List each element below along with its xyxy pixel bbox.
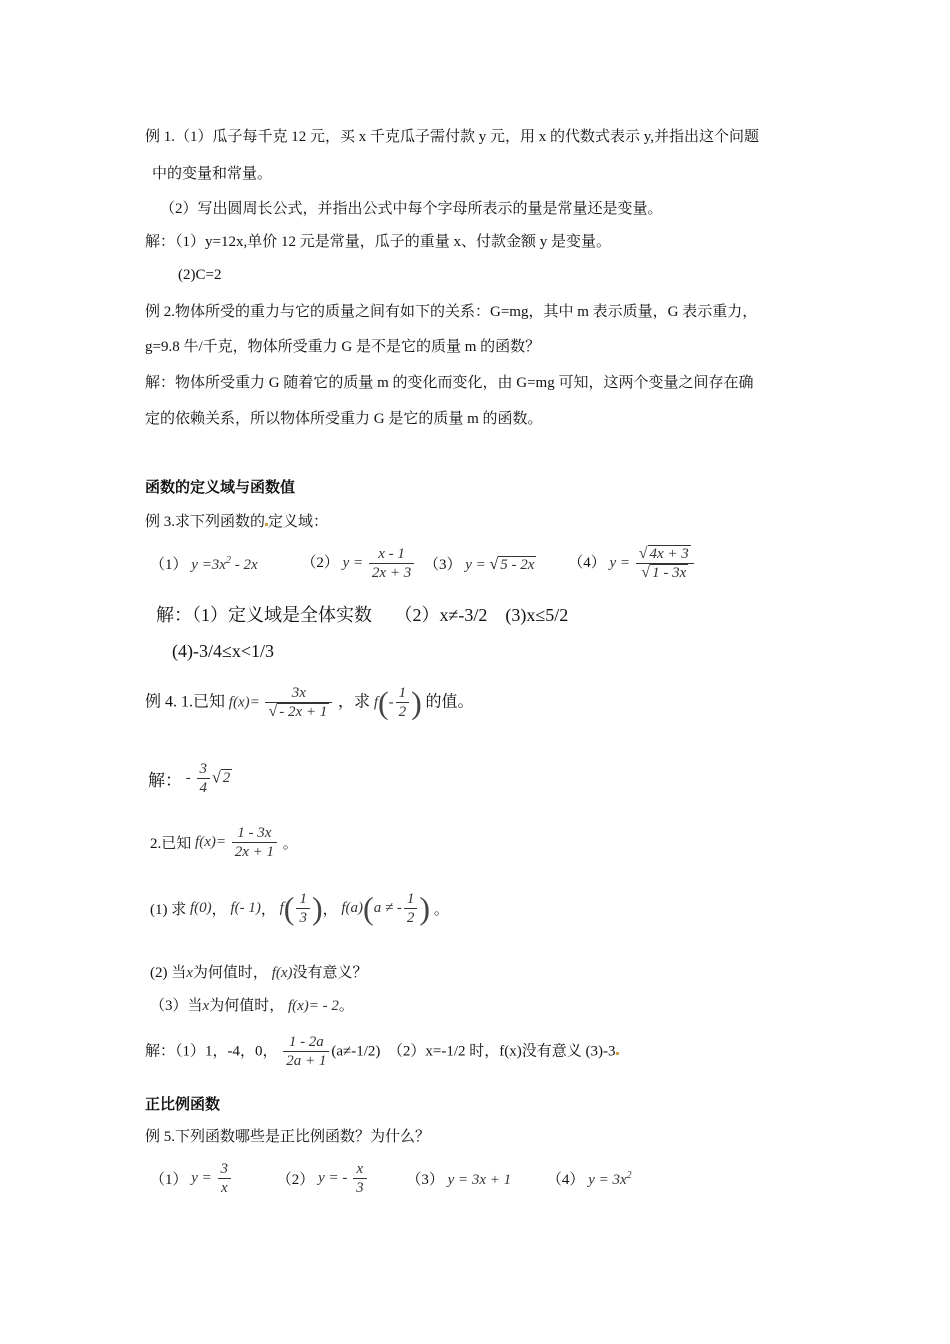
ex4-p1-sep3: ， (322, 902, 338, 918)
ex5-item1-fraction (218, 1160, 232, 1197)
ex4-p3-eq: = - 2 (308, 998, 339, 1014)
ex5-item2-num: x (356, 1161, 364, 1177)
ex4-p1-f0: f(0) (190, 900, 212, 916)
ex4-p2-suffix: 没有意义？ (292, 965, 368, 981)
ex5-item1 (150, 1160, 233, 1197)
ex3-item3-lhs: y = (465, 557, 486, 573)
ex3-item4 (568, 545, 696, 582)
ex4-q2-suffix: 。 (282, 836, 298, 852)
ex4-p1-condition: a ≠ - (373, 900, 402, 916)
ex4-p2-prefix: (2) 当 (150, 965, 187, 981)
ex5-item2-den: 3 (353, 1178, 367, 1197)
ex1-question-part2: （2）写出圆周长公式，并指出公式中每个字母所表示的量是常量还是变量。 (160, 201, 663, 217)
right-paren-icon: ) (419, 890, 431, 926)
ex4-q1-numerator: 3x (291, 685, 306, 701)
left-paren-icon: ( (377, 684, 389, 721)
ex3-item2-fraction (369, 545, 414, 582)
ex1-question-line2: 中的变量和常量。 (152, 166, 273, 182)
section-heading-domain: 函数的定义域与函数值 (145, 479, 296, 496)
ex3-answer-line2: (4)-3/4≤x<1/3 (172, 641, 275, 661)
ex3-item1 (150, 553, 258, 574)
ex4-p1-third (296, 890, 310, 927)
ex3-item3-label: （3） (423, 557, 462, 573)
left-paren-icon: ( (283, 890, 295, 926)
ex4-ans-fraction (283, 1033, 329, 1070)
ex4-p1-cond-num: 1 (406, 891, 415, 907)
ex3-item1-rhs: =3x (201, 557, 226, 573)
ex2-question-line1: 例 2.物体所受的重力与它的质量之间有如下的关系：G=mg，其中 m 表示质量，G 表示重力， (145, 304, 758, 320)
ex4-q1-arg-fraction (396, 684, 410, 721)
sqrt-icon: √ (638, 545, 648, 562)
ex4-p3-x: x (202, 998, 210, 1014)
ex4-a1-radicand: 2 (222, 770, 231, 786)
ex4-p1-prefix: (1) 求 (150, 902, 187, 918)
ex5-item1-lhs: y = (191, 1170, 212, 1186)
ex4-a1-numerator: 3 (199, 761, 207, 777)
ex3-item2-lhs: y = (342, 554, 364, 571)
ex3-item3-radicand: 5 - 2x (500, 557, 535, 573)
ex5-item4-label: （4） (546, 1172, 585, 1188)
ex4-q1-suffix: 的值。 (425, 693, 474, 711)
ex3-item4-num-radicand: 4x + 3 (649, 546, 689, 562)
ex3-item1-lhs: y (191, 557, 198, 573)
ex4-ans-numerator: 1 - 2a (288, 1034, 324, 1050)
ex3-question (145, 512, 328, 532)
sqrt-icon: √ (212, 769, 221, 787)
ex4-q1-f2: f (373, 694, 378, 711)
ex4-q1-arg-sign: - (388, 694, 394, 711)
ex3-item4-numerator (636, 545, 694, 563)
ex1-answer-part2: (2)C=2 (178, 267, 222, 283)
ex4-q1-arg-numerator: 1 (398, 685, 407, 701)
ex3-function-list (150, 545, 696, 582)
ex5-item2-label: （2） (276, 1172, 315, 1188)
ex5-item3 (406, 1168, 511, 1189)
ex4-p2-fx: f(x) (271, 965, 293, 981)
ex4-q1-fraction (265, 684, 332, 721)
ex4-p1-third-den: 3 (296, 908, 310, 927)
ex4-q1-den-radicand: - 2x + 1 (279, 704, 328, 720)
ex4-p2-x: x (186, 965, 193, 981)
ex3-item1-tail: - 2x (230, 557, 258, 573)
ex4-q2-x: x (204, 834, 211, 850)
ex3-item4-fraction (636, 545, 694, 582)
ex4-part2 (150, 963, 368, 983)
ex4-p1-sep1: ， (211, 902, 227, 918)
ex4-q1-f: f (228, 694, 233, 711)
ex4-q2-prefix: 2.已知 (150, 836, 192, 852)
ex3-item2 (301, 545, 416, 582)
ex3-item4-lhs: y = (609, 554, 630, 571)
right-paren-icon: ) (411, 684, 422, 721)
ex5-question: 例 5.下列函数哪些是正比例函数？为什么？ (145, 1129, 431, 1145)
ex4-q1-mid: ，求 (338, 693, 371, 711)
ex2-question-line2: g=9.8 牛/千克，物体所受重力 G 是不是它的质量 m 的函数？ (145, 339, 541, 355)
ex4-q2-numerator: 1 - 3x (237, 825, 272, 841)
ex4-a1-sign: - (185, 770, 191, 786)
ex4-ans-suffix: (a≠-1/2) （2）x=-1/2 时，f(x)没有意义 (3)-3 (331, 1043, 616, 1060)
ex5-item2 (277, 1160, 369, 1197)
ex4-q2-eq: = (215, 834, 226, 850)
ex4-part3 (150, 996, 354, 1016)
ex3-item1-label: （1） (150, 557, 188, 573)
ex5-item1-label: （1） (150, 1172, 188, 1188)
ex4-q1-arg-denominator: 2 (396, 702, 410, 721)
sqrt-icon: √ (268, 703, 278, 720)
ex4-p1-cond-fraction (404, 890, 418, 927)
ex3-item2-label: （2） (301, 554, 339, 571)
ex3-item1-exponent: 2 (225, 555, 231, 566)
ex4-p3-prefix: （3）当 (150, 998, 203, 1014)
ex5-function-list (150, 1160, 632, 1197)
ex4-p1-fm1: f(- 1) (230, 900, 261, 916)
ex5-item2-lhs: y = - (318, 1170, 348, 1186)
right-paren-icon: ) (311, 890, 323, 926)
ex3-item3 (424, 553, 536, 574)
ex4-a1-denominator: 4 (197, 778, 211, 797)
ex3-answer-line1: 解：（1）定义域是全体实数 （2）x≠-3/2 (3)x≤5/2 (156, 605, 569, 625)
ex3-item4-label: （4） (568, 554, 606, 571)
ex5-item3-label: （3） (406, 1172, 444, 1188)
ex4-p1-third-num: 1 (299, 891, 307, 907)
sqrt-icon: √ (489, 556, 499, 573)
section-heading-proportional: 正比例函数 (145, 1096, 221, 1113)
ex5-item3-expr: y = 3x + 1 (447, 1172, 512, 1188)
ex4-part1 (150, 890, 449, 927)
ex4-p1-end: 。 (433, 902, 449, 918)
ex1-answer-part1: 解：（1）y=12x,单价 12 元是常量，瓜子的重量 x、付款金额 y 是变量。 (145, 234, 611, 250)
ex4-answer1 (148, 760, 232, 797)
ex3-question-text: 例 3.求下列函数的 (145, 514, 266, 530)
ex4-a1-prefix: 解： (148, 771, 182, 790)
ex4-a1-fraction (197, 760, 211, 797)
ex4-q1-denominator (265, 702, 332, 721)
ex5-item4-exponent: 2 (626, 1170, 632, 1181)
ex4-p2-mid: 为何值时， (192, 965, 268, 981)
ex5-item1-num: 3 (220, 1161, 229, 1177)
ex2-answer-line1: 解：物体所受重力 G 随着它的质量 m 的变化而变化，由 G=mg 可知，这两个变量之间存在确 (145, 375, 754, 391)
ex5-item4 (547, 1168, 632, 1189)
ex5-item4-expr: y = 3x (588, 1172, 627, 1188)
ex4-p3-mid: 为何值时， (209, 998, 285, 1014)
ex3-item2-denominator: 2x + 3 (369, 563, 414, 582)
ex2-answer-line2: 定的依赖关系，所以物体所受重力 G 是它的质量 m 的函数。 (145, 411, 543, 427)
ex4-p1-fa: f(a) (341, 900, 364, 916)
ex4-anchor-mark (616, 1052, 619, 1055)
ex5-item1-den: x (218, 1178, 232, 1197)
left-paren-icon: ( (363, 890, 374, 926)
ex3-item2-numerator: x - 1 (378, 546, 405, 562)
ex4-p1-sep2: ， (260, 902, 276, 918)
ex4-q1-prefix: 例 4. 1.已知 (145, 693, 226, 711)
ex3-item4-denominator (636, 563, 694, 582)
ex4-p1-cond-den: 2 (404, 908, 418, 927)
ex3-item4-den-radicand: 1 - 3x (652, 565, 687, 581)
ex5-item2-fraction (353, 1160, 367, 1197)
ex4-q2-fraction (232, 824, 277, 861)
ex4-answer2 (145, 1033, 619, 1070)
ex4-p1-f3: f (279, 900, 284, 916)
ex4-p3-suffix: 。 (338, 998, 354, 1014)
ex4-q1-x: x (237, 694, 245, 711)
ex4-ans-denominator: 2a + 1 (283, 1051, 329, 1070)
ex4-p3-fx: f(x) (287, 998, 309, 1014)
sqrt-icon: √ (641, 564, 651, 581)
ex4-q2-denominator: 2x + 1 (232, 842, 277, 861)
ex3-question-end: 定义域： (268, 514, 329, 530)
ex4-question1: 例 4. 1.已知 f(x)= $\frac{3x}{√ - 2x + 1}$ ，求 f(- $\frac{1}{2}$ ) 的值。 (145, 684, 474, 721)
ex4-q2-f: f (195, 834, 200, 850)
ex4-ans-prefix: 解：（1）1，-4，0， (145, 1043, 278, 1060)
ex1-question-line1: 例 1.（1）瓜子每千克 12 元，买 x 千克瓜子需付款 y 元，用 x 的代数式表示 y,并指出这个问题 (145, 129, 760, 145)
ex4-question2: 2.已知 f(x)= $\frac{1 - 3x}{2x + 1}$ 。 (150, 825, 298, 860)
ex4-q1-eq: = (249, 694, 260, 711)
